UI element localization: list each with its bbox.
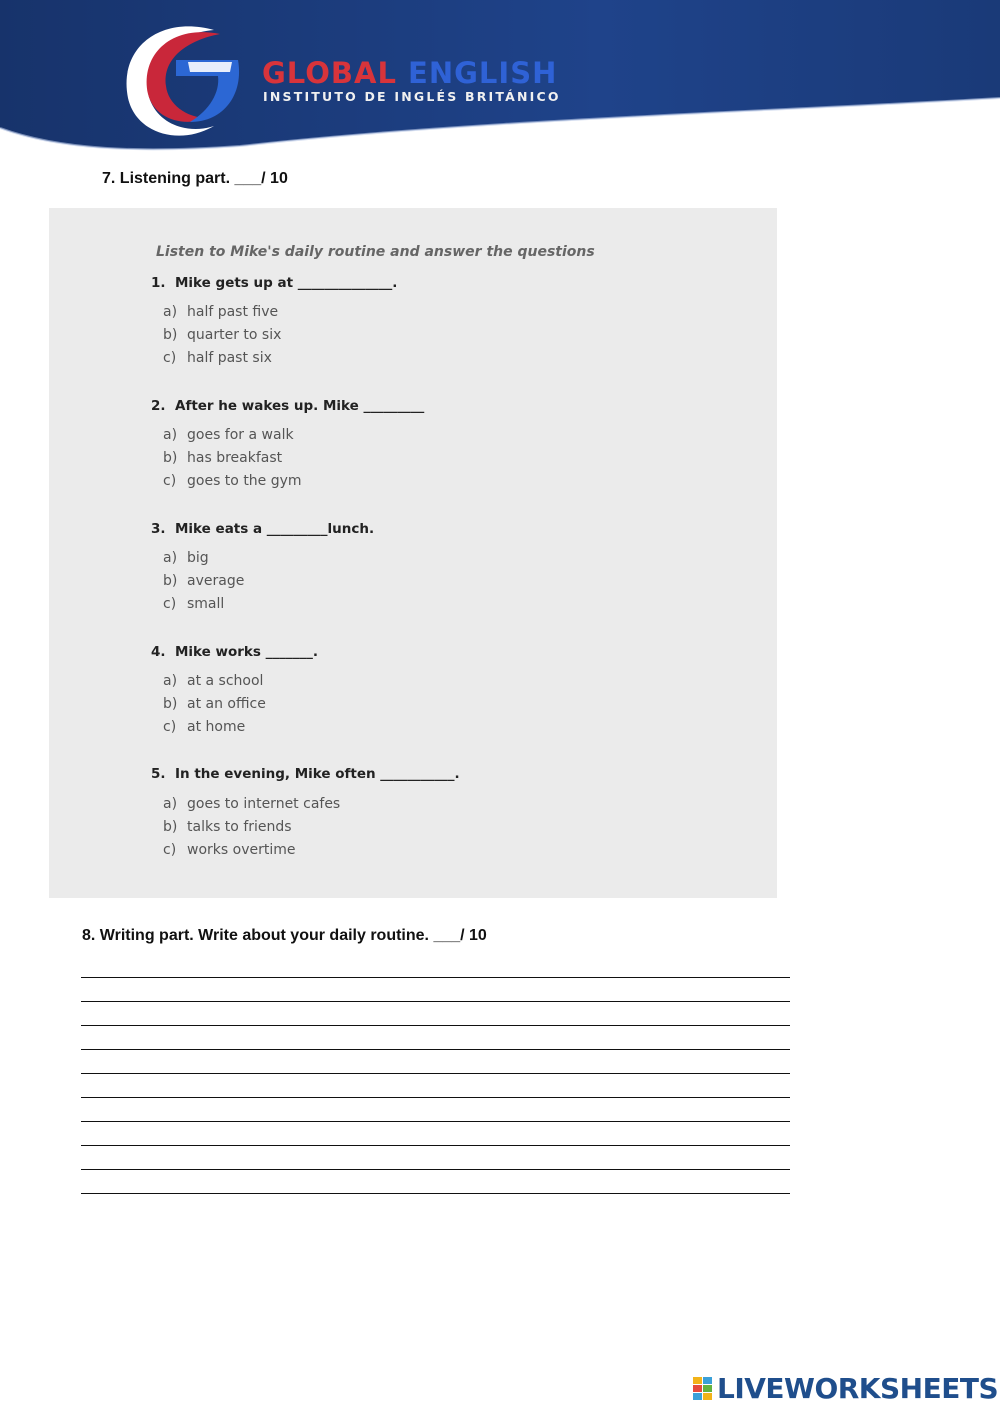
option-1b[interactable] (163, 327, 281, 343)
option-letter: c) (163, 719, 177, 735)
option-text: small (187, 596, 225, 612)
option-letter: c) (163, 350, 177, 366)
question-5 (151, 766, 460, 782)
option-text: goes to internet cafes (187, 796, 341, 812)
question-2 (151, 398, 424, 414)
option-text: quarter to six (187, 327, 282, 343)
liveworksheets-wordmark: LIVEWORKSHEETS (717, 1372, 999, 1405)
brand-word-global: GLOBAL (262, 56, 397, 90)
option-5a[interactable] (163, 796, 340, 812)
question-text: Mike gets up at ______________. (175, 275, 398, 291)
answer-line-1[interactable] (81, 977, 790, 978)
question-number: 5. (151, 766, 166, 782)
option-text: average (187, 573, 245, 589)
brand-word-english: ENGLISH (408, 56, 558, 90)
question-text: In the evening, Mike often ___________. (175, 766, 460, 782)
option-4c[interactable] (163, 719, 245, 735)
option-text: at an office (187, 696, 266, 712)
answer-line-5[interactable] (81, 1073, 790, 1074)
listening-heading: 7. Listening part. ___/ 10 (102, 170, 288, 187)
question-3 (151, 521, 374, 537)
option-text: half past six (187, 350, 272, 366)
writing-heading: 8. Writing part. Write about your daily routine. ___/ 10 (82, 927, 487, 944)
brand-title (262, 56, 557, 90)
answer-line-2[interactable] (81, 1001, 790, 1002)
brand-subtitle: INSTITUTO DE INGLÉS BRITÁNICO (263, 89, 561, 104)
option-letter: a) (163, 550, 178, 566)
option-letter: b) (163, 696, 178, 712)
answer-line-4[interactable] (81, 1049, 790, 1050)
question-1 (151, 275, 397, 291)
question-number: 2. (151, 398, 166, 414)
option-letter: a) (163, 673, 178, 689)
answer-line-6[interactable] (81, 1097, 790, 1098)
question-text: Mike works _______. (175, 644, 319, 660)
option-5c[interactable] (163, 842, 295, 858)
question-4 (151, 644, 318, 660)
option-letter: c) (163, 473, 177, 489)
answer-line-7[interactable] (81, 1121, 790, 1122)
question-text: Mike eats a _________lunch. (175, 521, 375, 537)
option-3c[interactable] (163, 596, 224, 612)
liveworksheets-blocks-icon (693, 1377, 713, 1401)
question-number: 3. (151, 521, 166, 537)
option-text: talks to friends (187, 819, 292, 835)
option-5b[interactable] (163, 819, 292, 835)
option-letter: b) (163, 819, 178, 835)
option-letter: c) (163, 596, 177, 612)
listening-panel (49, 208, 777, 898)
option-text: works overtime (187, 842, 296, 858)
option-2a[interactable] (163, 427, 294, 443)
header-banner (0, 0, 1000, 160)
option-2c[interactable] (163, 473, 302, 489)
option-text: goes for a walk (187, 427, 294, 443)
option-letter: c) (163, 842, 177, 858)
option-3b[interactable] (163, 573, 244, 589)
option-letter: a) (163, 427, 178, 443)
option-text: at a school (187, 673, 264, 689)
option-2b[interactable] (163, 450, 282, 466)
option-text: has breakfast (187, 450, 283, 466)
option-1c[interactable] (163, 350, 272, 366)
option-text: big (187, 550, 209, 566)
option-4a[interactable] (163, 673, 263, 689)
option-letter: a) (163, 304, 178, 320)
option-text: goes to the gym (187, 473, 302, 489)
answer-line-9[interactable] (81, 1169, 790, 1170)
option-letter: a) (163, 796, 178, 812)
question-number: 1. (151, 275, 166, 291)
option-3a[interactable] (163, 550, 209, 566)
listening-instruction: Listen to Mike's daily routine and answer the questions (156, 244, 595, 260)
answer-line-3[interactable] (81, 1025, 790, 1026)
question-number: 4. (151, 644, 166, 660)
option-letter: b) (163, 450, 178, 466)
question-text: After he wakes up. Mike _________ (175, 398, 425, 414)
answer-line-8[interactable] (81, 1145, 790, 1146)
option-letter: b) (163, 327, 178, 343)
answer-line-10[interactable] (81, 1193, 790, 1194)
option-letter: b) (163, 573, 178, 589)
option-1a[interactable] (163, 304, 278, 320)
option-text: at home (187, 719, 246, 735)
option-4b[interactable] (163, 696, 266, 712)
option-text: half past five (187, 304, 279, 320)
